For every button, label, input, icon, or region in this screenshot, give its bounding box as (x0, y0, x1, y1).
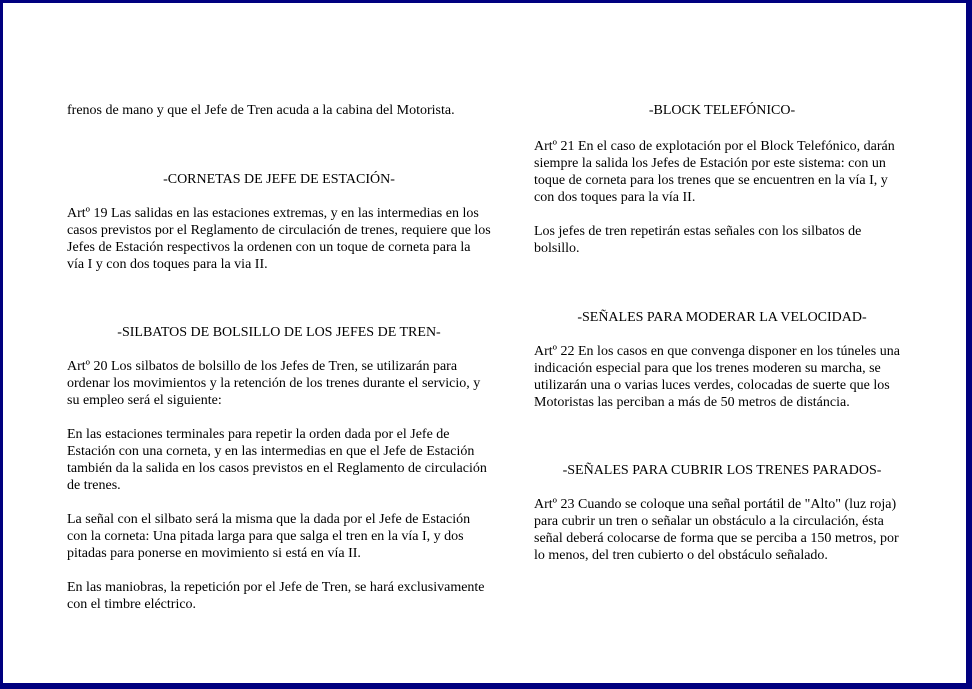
right-column (534, 102, 910, 564)
left-column (67, 102, 491, 613)
paragraph-art21: Artº 21 En el caso de explotación por el Block Telefónico, darán siempre la salida los Jefes de Estación por este sistema: con un toque de corneta para los trenes que se encuentren en la vía I, y con dos toques para la vía II. (534, 139, 895, 205)
heading-cubrir-trenes: -SEÑALES PARA CUBRIR LOS TRENES PARADOS- (562, 463, 882, 478)
paragraph-art23: Artº 23 Cuando se coloque una señal portátil de "Alto" (luz roja) para cubrir un tren o señalar un obstáculo a la circulación, ésta señal deberá colocarse de forma que se perciba a 150 metros, por lo menos, del tren cubierto o del obstáculo señalado. (534, 497, 899, 563)
paragraph-maniobras: En las maniobras, la repetición por el Jefe de Tren, se hará exclusivamente con el timbre eléctrico. (67, 580, 485, 612)
paragraph-art20: Artº 20 Los silbatos de bolsillo de los Jefes de Tren, se utilizarán para ordenar los movimientos y la retención de los trenes durante el servicio, y su empleo será el siguiente: (67, 359, 481, 408)
paragraph-terminales: En las estaciones terminales para repetir la orden dada por el Jefe de Estación con una corneta, y en las intermedias en que el Jefe de Estación también da la salida en los casos previstos en el Reglamento de circulación de trenes. (67, 427, 487, 493)
heading-moderar-velocidad: -SEÑALES PARA MODERAR LA VELOCIDAD- (577, 310, 867, 325)
paragraph-senal-silbato: La señal con el silbato será la misma que la dada por el Jefe de Estación con la corneta: Una pitada larga para que salga el tren en la vía I, y dos pitadas para ponerse en movimiento si está en vía II. (67, 512, 471, 561)
paragraph-repetiran: Los jefes de tren repetirán estas señales con los silbatos de bolsillo. (534, 224, 862, 256)
heading-silbatos: -SILBATOS DE BOLSILLO DE LOS JEFES DE TREN- (117, 325, 441, 340)
paragraph-intro: frenos de mano y que el Jefe de Tren acuda a la cabina del Motorista. (67, 103, 455, 118)
heading-cornetas: -CORNETAS DE JEFE DE ESTACIÓN- (163, 172, 395, 187)
paragraph-art19: Artº 19 Las salidas en las estaciones extremas, y en las intermedias en los casos previstos por el Reglamento de circulación de trenes, requiere que los Jefes de Estación respectivos la ordenen con un toque de corneta para la vía I y con dos toques para la via II. (67, 206, 491, 272)
heading-block-telefonico: -BLOCK TELEFÓNICO- (648, 103, 796, 118)
paragraph-art22: Artº 22 En los casos en que convenga disponer en los túneles una indicación especial para que los trenes moderen su marcha, se utilizarán una o varias luces verdes, colocadas de suerte que los Motoristas las perciban a más de 50 metros de distáncia. (534, 344, 900, 410)
